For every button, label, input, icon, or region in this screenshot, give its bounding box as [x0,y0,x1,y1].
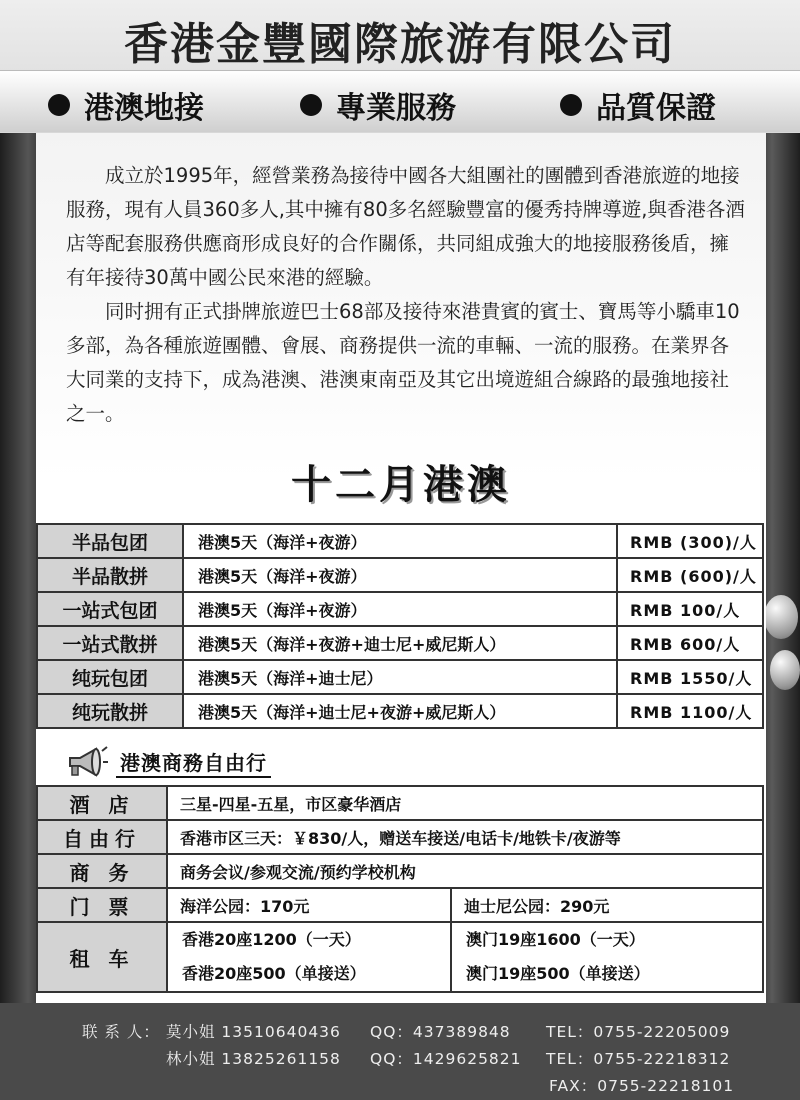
table-row [37,626,763,660]
intro-paragraph-1: 成立於1995年，經營業務為接待中國各大組團社的團體到香港旅遊的地接服務，現有人員360多人,其中擁有80多名經驗豐富的優秀持牌導遊,與香港各酒店等配套服務供應商形成良好的合作關係，共同組成強大的地接服務後盾，擁有年接待30萬中國公民來港的經驗。 [66,164,745,289]
slogan-text: 專業服務 [336,91,456,126]
header [0,0,800,133]
row-label: 门 票 [37,888,167,922]
package-category: 一站式散拼 [37,626,183,660]
megaphone-icon [66,745,108,779]
package-price: RMB 1100/人 [617,694,763,728]
contact-qq-1: QQ：437389848 [370,1023,511,1041]
rental-line: 香港20座1200（一天） [182,930,361,949]
bullet-icon [560,94,582,116]
row-label: 租 车 [37,922,167,992]
rental-line: 澳门19座500（单接送） [466,964,650,983]
main-panel [36,133,766,1003]
slogan-3 [560,83,716,127]
package-price: RMB 100/人 [617,592,763,626]
intro-paragraph-2: 同时拥有正式掛牌旅遊巴士68部及接待來港貴賓的賓士、寶馬等小驕車10多部，為各種旅遊團體、會展、商務提供一流的車輛、一流的服務。在業界各大同業的支持下，成為港澳、港澳東南亞及其它出境遊組合線路的最強地接社之一。 [66,300,740,425]
row-value [167,922,451,992]
table-row [37,854,763,888]
contact-person-1: 莫小姐 13510640436 [166,1023,341,1041]
package-price: RMB 1550/人 [617,660,763,694]
row-value: 三星-四星-五星，市区豪华酒店 [167,786,763,820]
package-category: 纯玩包团 [37,660,183,694]
table-row [37,592,763,626]
slogan-text: 港澳地接 [84,91,204,126]
table-row [37,922,763,992]
table-row [37,558,763,592]
rental-line: 香港20座500（单接送） [182,964,366,983]
package-route: 港澳5天（海洋+迪士尼+夜游+威尼斯人） [183,694,617,728]
package-route: 港澳5天（海洋+迪士尼） [183,660,617,694]
contact-tel-2: TEL：0755-22218312 [546,1050,731,1068]
row-value: 商务会议/参观交流/预约学校机构 [167,854,763,888]
bullet-icon [300,94,322,116]
section-heading [66,745,271,779]
row-label: 酒 店 [37,786,167,820]
intro-text [66,159,746,431]
contact-label: 联 系 人： [82,1023,160,1041]
footer-contacts [0,1003,800,1100]
balloon-icon [764,595,798,639]
package-route: 港澳5天（海洋+夜游） [183,592,617,626]
package-price: RMB 600/人 [617,626,763,660]
service-table [36,785,764,993]
package-price: RMB (300)/人 [617,524,763,558]
company-title: 香港金豐國際旅游有限公司 [124,19,676,70]
contact-person-2: 林小姐 13825261158 [166,1050,341,1068]
package-category: 半品散拼 [37,558,183,592]
package-route: 港澳5天（海洋+夜游） [183,558,617,592]
table-row [37,786,763,820]
rental-line: 澳门19座1600（一天） [466,930,645,949]
table-row [37,694,763,728]
package-price-table [36,523,764,729]
contact-tel-1: TEL：0755-22205009 [546,1023,731,1041]
left-decoration [0,133,40,1003]
package-category: 一站式包团 [37,592,183,626]
table-row [37,820,763,854]
section-title: 港澳商務自由行 [116,747,271,778]
row-label: 商 务 [37,854,167,888]
package-category: 半品包团 [37,524,183,558]
slogan-text: 品質保證 [596,91,716,126]
contact-fax: FAX：0755-22218101 [549,1077,735,1095]
bullet-icon [48,94,70,116]
right-decoration [760,133,800,1003]
package-price: RMB (600)/人 [617,558,763,592]
balloon-icon [770,650,800,690]
slogan-2 [300,83,456,127]
slogan-band [0,70,800,132]
row-label: 自由行 [37,820,167,854]
package-route: 港澳5天（海洋+夜游） [183,524,617,558]
package-category: 纯玩散拼 [37,694,183,728]
row-value: 迪士尼公园：290元 [451,888,763,922]
table-row [37,524,763,558]
table-row [37,660,763,694]
contact-qq-2: QQ：1429625821 [370,1050,522,1068]
month-title: 十二月港澳 [291,462,511,508]
slogan-1 [48,83,204,127]
row-value: 香港市区三天：￥830/人，赠送车接送/电话卡/地铁卡/夜游等 [167,820,763,854]
table-row [37,888,763,922]
row-value [451,922,763,992]
row-value: 海洋公园：170元 [167,888,451,922]
package-route: 港澳5天（海洋+夜游+迪士尼+威尼斯人） [183,626,617,660]
